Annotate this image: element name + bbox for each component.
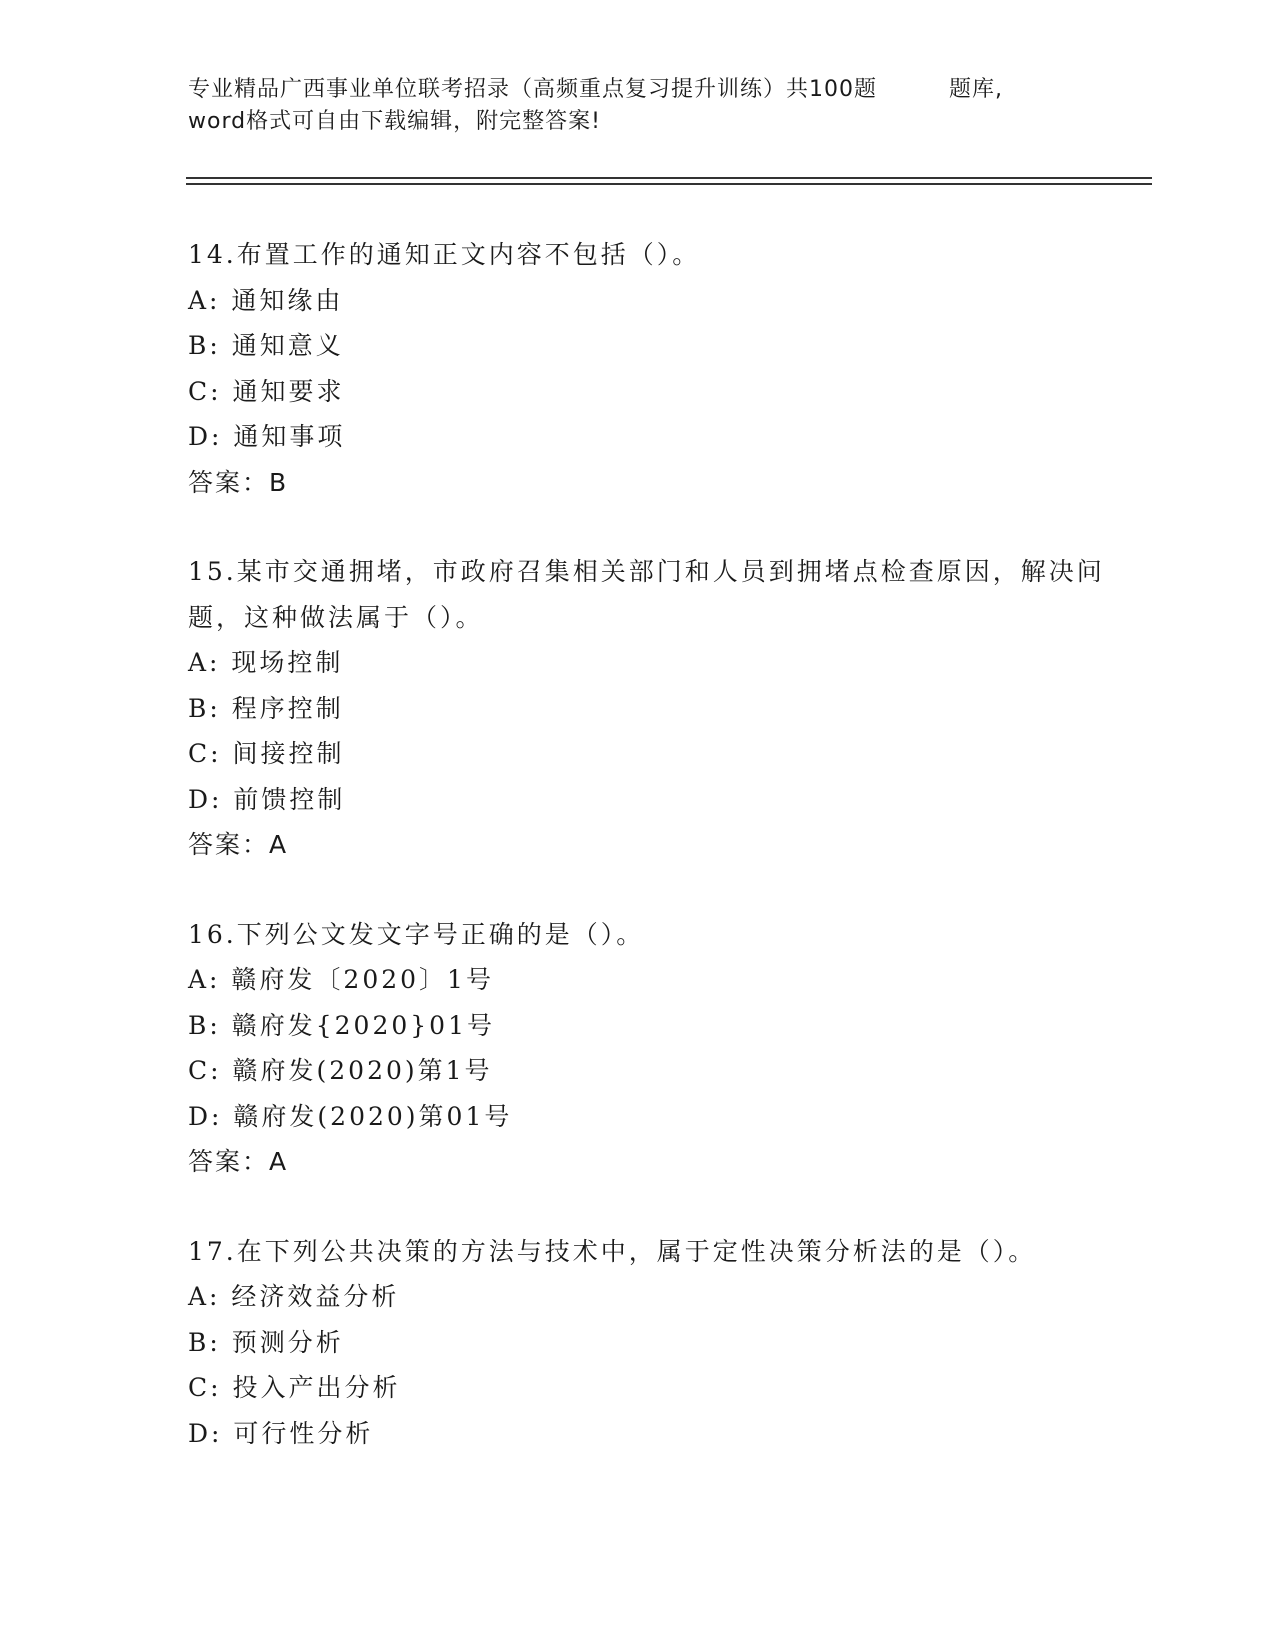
header-title: 专业精品广西事业单位联考招录（高频重点复习提升训练）共100题 [188,77,877,102]
document-header [188,74,1088,138]
header-line-1 [188,74,1088,106]
header-title-tail: 题库, [949,77,1003,102]
answer-line: 答案：A [188,830,289,859]
question-stem: 17.在下列公共决策的方法与技术中，属于定性决策分析法的是（）。 [188,1236,1037,1266]
question-stem: 14.布置工作的通知正文内容不包括（）。 [188,240,701,269]
option-c: C: 赣府发(2020)第1号 [188,1056,493,1085]
option-d: D: 可行性分析 [188,1418,374,1448]
option-d: D: 前馈控制 [188,784,346,814]
header-rule-top [186,177,1152,179]
option-c: C: 间接控制 [188,739,345,768]
question-14 [188,232,1108,505]
option-b: B: 预测分析 [188,1327,344,1357]
question-list [188,232,1108,1500]
option-b: B: 通知意义 [188,331,344,360]
option-d: D: 赣府发(2020)第01号 [188,1101,513,1131]
answer-line: 答案：A [188,1147,289,1176]
option-b: B: 赣府发{2020}01号 [188,1010,495,1040]
question-17 [188,1229,1108,1457]
question-stem: 15.某市交通拥堵，市政府召集相关部门和人员到拥堵点检查原因，解决问题，这种做法属于（）。 [188,557,1105,632]
option-d: D: 通知事项 [188,422,346,451]
option-c: C: 投入产出分析 [188,1373,401,1402]
question-16 [188,912,1108,1185]
option-c: C: 通知要求 [188,376,345,406]
option-b: B: 程序控制 [188,693,344,723]
option-a: A: 经济效益分析 [188,1282,400,1311]
header-rule-bottom [186,183,1152,185]
option-a: A: 现场控制 [188,648,344,677]
option-a: A: 通知缘由 [188,285,344,315]
header-line-2: word格式可自由下载编辑，附完整答案! [188,109,601,134]
option-a: A: 赣府发〔2020〕1号 [188,965,494,994]
question-15 [188,549,1108,868]
answer-line: 答案：B [188,467,289,497]
question-stem: 16.下列公文发文字号正确的是（）。 [188,919,645,949]
